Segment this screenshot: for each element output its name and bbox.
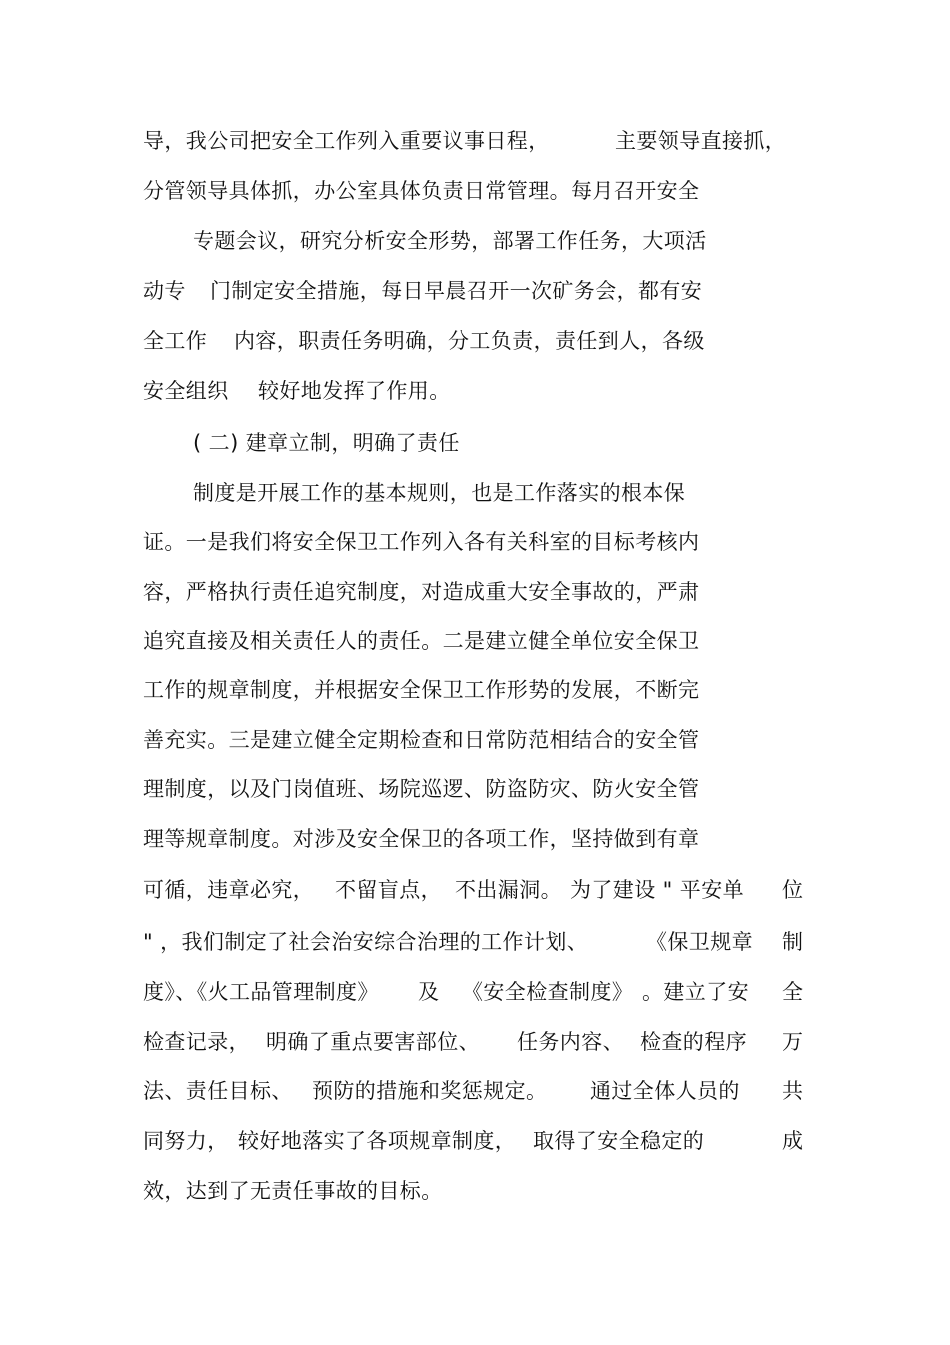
text-line: 证。一是我们将安全保卫工作列入各有关科室的目标考核内 [143, 530, 700, 554]
text-line: 容，严格执行责任追究制度，对造成重大安全事故的，严肃 [143, 580, 700, 604]
text-line: 及 [418, 980, 440, 1004]
text-line: 不出漏洞。 [455, 878, 562, 902]
text-line: " ，我们制定了社会治安综合治理的工作计划、 [143, 930, 589, 954]
text-line: 《保卫规章 [646, 930, 753, 954]
text-line: 明确了重点要害部位、 [266, 1030, 480, 1054]
text-line: 工作的规章制度，并根据安全保卫工作形势的发展，不断完 [143, 678, 700, 702]
text-line: 制度是开展工作的基本规则，也是工作落实的根本保 [193, 481, 686, 505]
text-line: 专题会议，研究分析安全形势，部署工作任务，大项活 [193, 229, 707, 253]
text-line: 较好地落实了各项规章制度， [238, 1129, 517, 1153]
text-line: 。建立了安 [642, 980, 749, 1004]
text-line: 成 [782, 1129, 804, 1153]
text-line: 动专 [143, 279, 186, 303]
text-line: 安全组织 [143, 379, 229, 403]
text-line: 任务内容、 [517, 1030, 624, 1054]
text-line: 善充实。三是建立健全定期检查和日常防范相结合的安全管 [143, 728, 700, 752]
text-line: 门制定安全措施，每日早晨召开一次矿务会，都有安 [210, 279, 703, 303]
section-heading: ( 二) 建章立制，明确了责任 [193, 431, 460, 455]
text-line: 取得了安全稳定的 [533, 1129, 705, 1153]
text-line: 制 [782, 930, 804, 954]
text-line: 预防的措施和奖惩规定。 [312, 1079, 548, 1103]
text-line: 通过全体人员的 [590, 1079, 740, 1103]
text-line: 位 [782, 878, 804, 902]
text-line: 度》、《火工品管理制度》 [143, 980, 379, 1004]
text-line: 全 [782, 980, 804, 1004]
text-line: 检查记录， [143, 1030, 250, 1054]
text-line: 检查的程序 [640, 1030, 747, 1054]
text-line: 较好地发挥了作用。 [258, 379, 451, 403]
text-line: 万 [782, 1030, 804, 1054]
text-line: 追究直接及相关责任人的责任。二是建立健全单位安全保卫 [143, 629, 700, 653]
text-line: 不留盲点， [335, 878, 442, 902]
text-line: 同努力， [143, 1129, 229, 1153]
text-line: 导，我公司把安全工作列入重要议事日程， [143, 129, 550, 153]
text-line: 主要领导直接抓， [615, 129, 787, 153]
text-line: 为了建设 " 平安单 [570, 878, 745, 902]
text-line: 内容，职责任务明确，分工负责，责任到人，各级 [234, 329, 705, 353]
text-line: 全工作 [143, 329, 208, 353]
text-line: 分管领导具体抓，办公室具体负责日常管理。每月召开安全 [143, 179, 700, 203]
text-line: 《安全检查制度》 [462, 980, 634, 1004]
text-line: 法、责任目标、 [143, 1079, 293, 1103]
text-line: 可循，违章必究， [143, 878, 315, 902]
text-line: 理等规章制度。对涉及安全保卫的各项工作，坚持做到有章 [143, 827, 700, 851]
text-line: 效，达到了无责任事故的目标。 [143, 1179, 443, 1203]
text-line: 理制度，以及门岗值班、场院巡逻、防盗防灾、防火安全管 [143, 777, 700, 801]
text-line: 共 [782, 1079, 804, 1103]
